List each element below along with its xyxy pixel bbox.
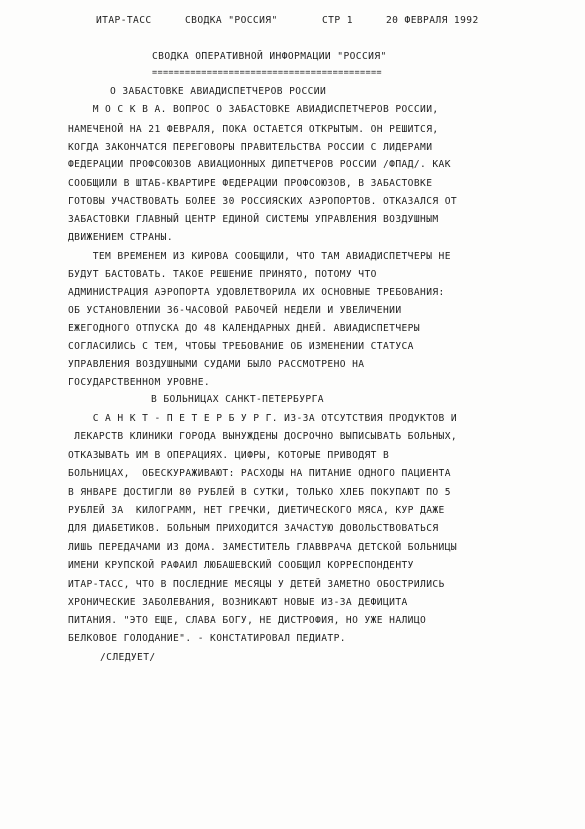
article-2-line: ИМЕНИ КРУПСКОЙ РАФАИЛ ЛЮБАШЕВСКИЙ СООБЩИЛ КОРРЕСПОНДЕНТУ (68, 560, 414, 571)
article-1-line: НАМЕЧЕНОЙ НА 21 ФЕВРАЛЯ, ПОКА ОСТАЕТСЯ ОТКРЫТЫМ. ОН РЕШИТСЯ, (68, 124, 439, 135)
article-2-line: ПИТАНИЯ. "ЭТО ЕЩЕ, СЛАВА БОГУ, НЕ ДИСТРОФИЯ, НО УЖЕ НАЛИЦО (68, 615, 427, 626)
article-1-line: ЕЖЕГОДНОГО ОТПУСКА ДО 48 КАЛЕНДАРНЫХ ДНЕЙ. АВИАДИСПЕТЧЕРЫ (68, 323, 421, 334)
article-2-line: БОЛЬНИЦАХ, ОБЕСКУРАЖИВАЮТ: РАСХОДЫ НА ПИТАНИЕ ОДНОГО ПАЦИЕНТА (68, 468, 451, 479)
continued-marker: /СЛЕДУЕТ/ (100, 652, 156, 663)
article-2-line: ЛЕКАРСТВ КЛИНИКИ ГОРОДА ВЫНУЖДЕНЫ ДОСРОЧНО ВЫПИСЫВАТЬ БОЛЬНЫХ, (68, 431, 458, 442)
article-2-line: ДЛЯ ДИАБЕТИКОВ. БОЛЬНЫМ ПРИХОДИТСЯ ЗАЧАСТУЮ ДОВОЛЬСТВОВАТЬСЯ (68, 523, 439, 534)
title-underline: ========================================== (152, 68, 382, 78)
article-1-line: БУДУТ БАСТОВАТЬ. ТАКОЕ РЕШЕНИЕ ПРИНЯТО, ПОТОМУ ЧТО (68, 269, 377, 280)
article-1-line: АДМИНИСТРАЦИЯ АЭРОПОРТА УДОВЛЕТВОРИЛА ИХ ОСНОВНЫЕ ТРЕБОВАНИЯ: (68, 287, 445, 298)
article-1-line: ФЕДЕРАЦИИ ПРОФСОЮЗОВ АВИАЦИОННЫХ ДИПЕТЧЕРОВ РОССИИ /ФПАД/. КАК (68, 159, 451, 170)
article-1-line: ДВИЖЕНИЕМ СТРАНЫ. (68, 232, 173, 243)
article-2-line: ХРОНИЧЕСКИЕ ЗАБОЛЕВАНИЯ, ВОЗНИКАЮТ НОВЫЕ ИЗ-ЗА ДЕФИЦИТА (68, 597, 408, 608)
article-2-line: БЕЛКОВОЕ ГОЛОДАНИЕ". - КОНСТАТИРОВАЛ ПЕДИАТР. (68, 633, 346, 644)
article-2-line: ОТКАЗЫВАТЬ ИМ В ОПЕРАЦИЯХ. ЦИФРЫ, КОТОРЫЕ ПРИВОДЯТ В (68, 450, 390, 461)
article-1-line: ОБ УСТАНОВЛЕНИИ 36-ЧАСОВОЙ РАБОЧЕЙ НЕДЕЛИ И УВЕЛИЧЕНИИ (68, 305, 402, 316)
header-section: СВОДКА "РОССИЯ" (185, 15, 278, 26)
article-1-line: ТЕМ ВРЕМЕНЕМ ИЗ КИРОВА СООБЩИЛИ, ЧТО ТАМ АВИАДИСПЕТЧЕРЫ НЕ (68, 251, 451, 262)
article-1-line: ЗАБАСТОВКИ ГЛАВНЫЙ ЦЕНТР ЕДИНОЙ СИСТЕМЫ УПРАВЛЕНИЯ ВОЗДУШНЫМ (68, 214, 439, 225)
article-1-line: СООБЩИЛИ В ШТАБ-КВАРТИРЕ ФЕДЕРАЦИИ ПРОФСОЮЗОВ, В ЗАБАСТОВКЕ (68, 178, 433, 189)
article-1-line: КОГДА ЗАКОНЧАТСЯ ПЕРЕГОВОРЫ ПРАВИТЕЛЬСТВА РОССИИ С ЛИДЕРАМИ (68, 142, 433, 153)
article-1-line: ГОТОВЫ УЧАСТВОВАТЬ БОЛЕЕ 30 РОССИЯСКИХ АЭРОПОРТОВ. ОТКАЗАЛСЯ ОТ (68, 196, 458, 207)
article-2-line: РУБЛЕЙ ЗА КИЛОГРАММ, НЕТ ГРЕЧКИ, ДИЕТИЧЕСКОГО МЯСА, КУР ДАЖЕ (68, 505, 445, 516)
article-1-line: М О С К В А. ВОПРОС О ЗАБАСТОВКЕ АВИАДИСПЕТЧЕРОВ РОССИИ, (68, 104, 439, 115)
article-2-line: ИТАР-ТАСС, ЧТО В ПОСЛЕДНИЕ МЕСЯЦЫ У ДЕТЕЙ ЗАМЕТНО ОБОСТРИЛИСЬ (68, 579, 445, 590)
article-2-heading: В БОЛЬНИЦАХ САНКТ-ПЕТЕРБУРГА (151, 394, 324, 405)
article-1-heading: О ЗАБАСТОВКЕ АВИАДИСПЕТЧЕРОВ РОССИИ (110, 86, 327, 97)
article-1-line: СОГЛАСИЛИСЬ С ТЕМ, ЧТОБЫ ТРЕБОВАНИЕ ОБ ИЗМЕНЕНИИ СТАТУСА (68, 341, 414, 352)
header-agency: ИТАР-ТАСС (96, 15, 152, 26)
header-page: СТР 1 (322, 15, 353, 26)
article-2-line: В ЯНВАРЕ ДОСТИГЛИ 80 РУБЛЕЙ В СУТКИ, ТОЛЬКО ХЛЕБ ПОКУПАЮТ ПО 5 (68, 487, 451, 498)
article-2-line: ЛИШЬ ПЕРЕДАЧАМИ ИЗ ДОМА. ЗАМЕСТИТЕЛЬ ГЛАВВРАЧА ДЕТСКОЙ БОЛЬНИЦЫ (68, 542, 458, 553)
article-1-line: ГОСУДАРСТВЕННОМ УРОВНЕ. (68, 377, 211, 388)
document-title: СВОДКА ОПЕРАТИВНОЙ ИНФОРМАЦИИ "РОССИЯ" (152, 51, 387, 62)
article-1-line: УПРАВЛЕНИЯ ВОЗДУШНЫМИ СУДАМИ БЫЛО РАССМОТРЕНО НА (68, 359, 365, 370)
header-date: 20 ФЕВРАЛЯ 1992 (386, 15, 479, 26)
article-2-line: С А Н К Т - П Е Т Е Р Б У Р Г. ИЗ-ЗА ОТСУТСТВИЯ ПРОДУКТОВ И (68, 413, 458, 424)
